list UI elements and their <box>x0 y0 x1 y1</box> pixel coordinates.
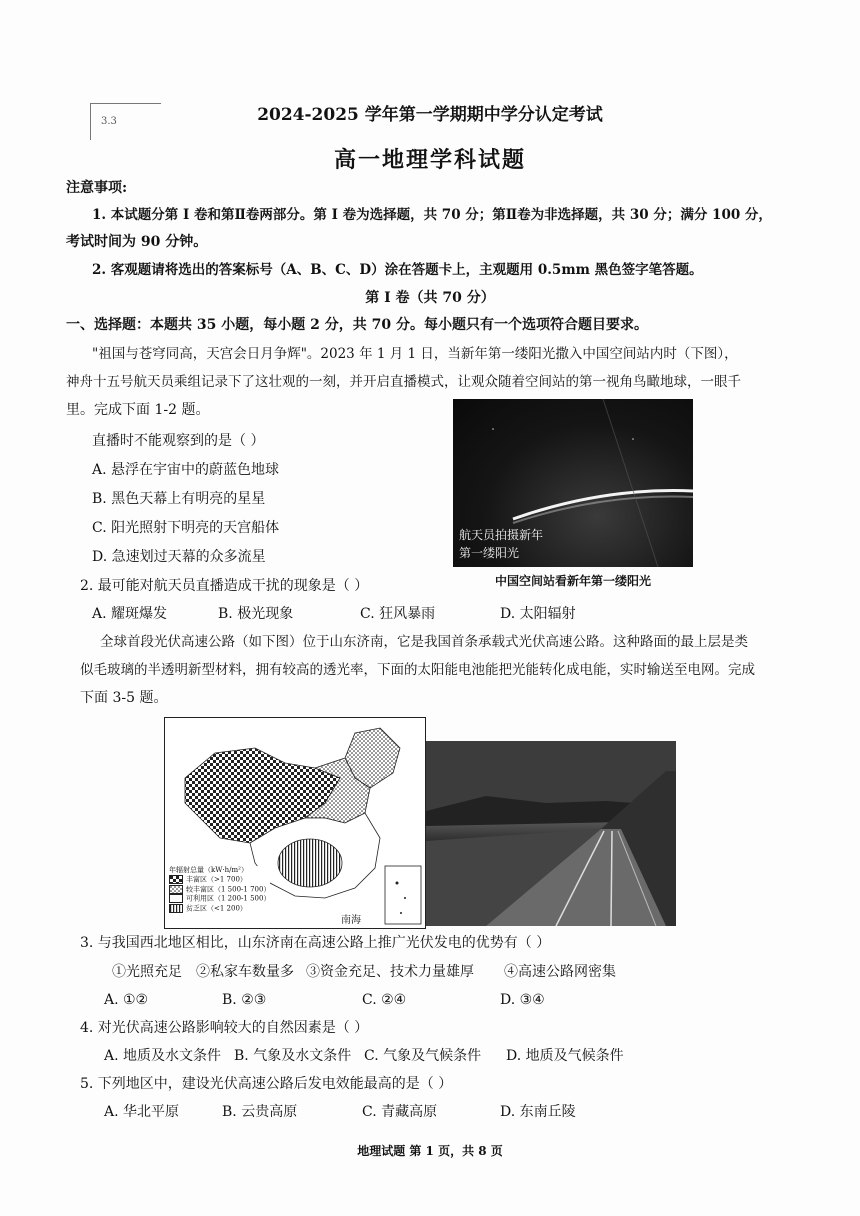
legend-swatch-check <box>169 875 183 884</box>
q5-option-a: A. 华北平原 <box>104 1104 180 1120</box>
q4-option-c: C. 气象及气候条件 <box>364 1048 482 1064</box>
china-solar-radiation-map <box>164 717 426 929</box>
q3-option-a: A. ①② <box>104 992 149 1008</box>
section-instruction: 一、选择题：本题共 35 小题，每小题 2 分，共 70 分。每小题只有一个选项符合题目要求。 <box>66 317 648 333</box>
map-legend-title: 年辐射总量（kW·h/m²） <box>169 866 248 874</box>
space-station-photo <box>453 399 693 567</box>
legend-swatch-lines <box>169 904 183 913</box>
map-legend-item-fairly-rich-label: 较丰富区（1 500-1 700） <box>186 885 271 893</box>
map-legend-item-poor-label: 贫乏区（<1 200） <box>186 904 247 912</box>
legend-swatch-blank <box>169 894 183 903</box>
map-legend <box>169 866 270 913</box>
subject-title: 高一地理学科试题 <box>333 147 526 173</box>
notice-title: 注意事项: <box>66 180 128 196</box>
passage-1-line-2: 神舟十五号航天员乘组记录下了这壮观的一刻，并开启直播模式，让观众随着空间站的第一视角鸟瞰地球，一眼千 <box>66 374 741 390</box>
exam-title: 2024-2025 学年第一学期期中学分认定考试 <box>257 105 603 125</box>
q4-option-d: D. 地质及气候条件 <box>506 1048 624 1064</box>
q2-option-b: B. 极光现象 <box>218 606 294 622</box>
q5-option-c: C. 青藏高原 <box>362 1104 438 1120</box>
q5-option-b: B. 云贵高原 <box>222 1104 298 1120</box>
passage-2-line-3: 下面 3-5 题。 <box>80 690 168 706</box>
photo-overlay-line-1: 航天员拍摄新年 <box>459 528 544 542</box>
q2-stem: 2. 最可能对航天员直播造成干扰的现象是（ ） <box>80 578 369 594</box>
notice-item-1-line-2: 考试时间为 90 分钟。 <box>66 234 208 250</box>
passage-1-line-3: 里。完成下面 1-2 题。 <box>66 402 210 418</box>
q2-option-a: A. 耀斑爆发 <box>92 606 168 622</box>
q3-statement-3: ③资金充足、技术力量雄厚 <box>306 964 474 980</box>
q2-option-c: C. 狂风暴雨 <box>360 606 436 622</box>
q2-option-d: D. 太阳辐射 <box>500 606 576 622</box>
map-legend-item-usable <box>169 894 270 904</box>
q3-statement-1: ①光照充足 <box>112 964 182 980</box>
map-legend-item-rich <box>169 875 270 885</box>
q5-option-d: D. 东南丘陵 <box>500 1104 576 1120</box>
q5-stem: 5. 下列地区中，建设光伏高速公路后发电效能最高的是（ ） <box>80 1076 453 1092</box>
notice-item-2: 2. 客观题请将选出的答案标号（A、B、C、D）涂在答题卡上，主观题用 0.5mm 黑色签字笔答题。 <box>92 262 703 278</box>
passage-1-line-1: "祖国与苍穹同高，天宫会日月争辉"。2023 年 1 月 1 日，当新年第一缕阳光撒入中国空间站内时（下图）， <box>92 346 738 362</box>
q3-stem: 3. 与我国西北地区相比，山东济南在高速公路上推广光伏发电的优势有（ ） <box>80 935 551 951</box>
solar-highway-photo <box>426 741 676 926</box>
q1-option-b: B. 黑色天幕上有明亮的星星 <box>92 491 266 507</box>
legend-swatch-dots <box>169 885 183 894</box>
q3-statement-2: ②私家车数量多 <box>196 964 294 980</box>
q3-option-b: B. ②③ <box>222 992 267 1008</box>
passage-2-line-1: 全球首段光伏高速公路（如下图）位于山东济南，它是我国首条承载式光伏高速公路。这种路面的最上层是类 <box>100 634 748 650</box>
photo-overlay-line-2: 第一缕阳光 <box>459 546 520 560</box>
highway-graphic <box>426 741 676 926</box>
q3-statement-4: ④高速公路网密集 <box>504 964 616 980</box>
page-footer: 地理试题 第 1 页，共 8 页 <box>357 1144 503 1158</box>
q4-option-a: A. 地质及水文条件 <box>104 1048 222 1064</box>
q1-stem: 直播时不能观察到的是（ ） <box>92 433 265 449</box>
section-title: 第 I 卷（共 70 分） <box>365 290 495 306</box>
q1-option-c: C. 阳光照射下明亮的天宫船体 <box>92 520 280 536</box>
q1-option-d: D. 急速划过天幕的众多流星 <box>92 549 266 565</box>
map-inset-label: 南海 <box>341 915 361 926</box>
map-legend-item-fairly-rich <box>169 885 270 895</box>
q1-option-a: A. 悬浮在宇宙中的蔚蓝色地球 <box>92 462 280 478</box>
map-legend-item-usable-label: 可利用区（1 200-1 500） <box>186 894 271 903</box>
score-stamp-text: 3.3 <box>101 116 117 127</box>
q4-stem: 4. 对光伏高速公路影响较大的自然因素是（ ） <box>80 1020 369 1036</box>
map-legend-item-rich-label: 丰富区（>1 700） <box>186 875 247 884</box>
notice-item-1-line-1: 1. 本试题分第 I 卷和第Ⅱ卷两部分。第 I 卷为选择题，共 70 分；第Ⅱ卷为非选择题，共 30 分；满分 100 分， <box>92 207 772 223</box>
map-legend-item-poor <box>169 904 270 914</box>
photo-caption: 中国空间站看新年第一缕阳光 <box>494 574 651 588</box>
q4-option-b: B. 气象及水文条件 <box>234 1048 352 1064</box>
q3-option-c: C. ②④ <box>362 992 407 1008</box>
q3-option-d: D. ③④ <box>500 992 545 1008</box>
passage-2-line-2: 似毛玻璃的半透明新型材料，拥有较高的透光率，下面的太阳能电池能把光能转化成电能，实时输送至电网。完成 <box>80 662 755 678</box>
